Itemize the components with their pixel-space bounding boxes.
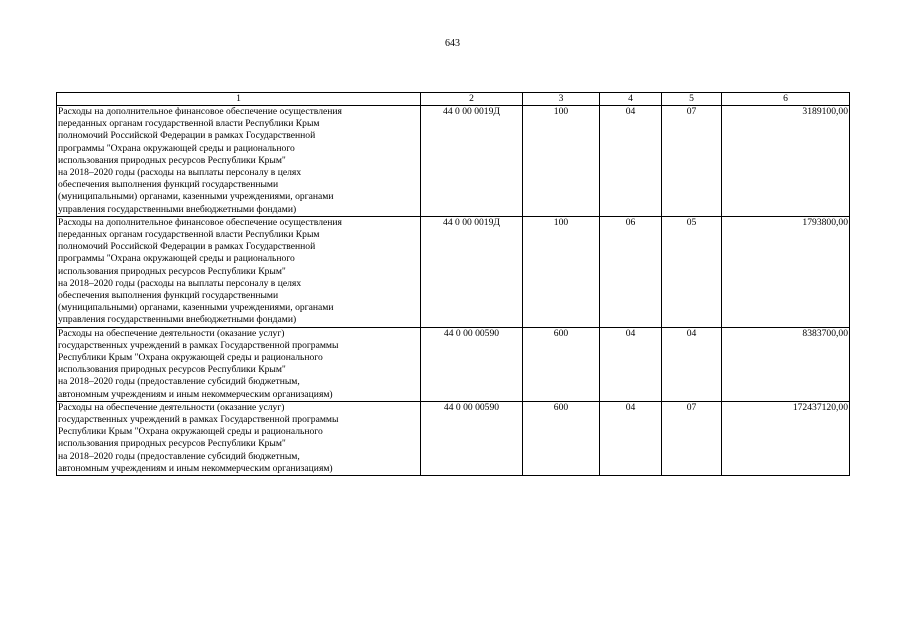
table-row xyxy=(57,216,850,327)
row-description: Расходы на обеспечение деятельности (оказание услуг) государственных учреждений в рамках Государственной программы Республики Крым "Охрана окружающей среды и рационального использования природных ресурсов Республики Крым" на 2018–2020 годы (предоставление субсидий бюджетным, автономным учреждениям и иным некоммерческим организациям) xyxy=(57,327,421,401)
header-col-3: 3 xyxy=(523,93,600,106)
row-target-code: 44 0 00 00590 xyxy=(421,327,523,401)
header-col-1: 1 xyxy=(57,93,421,106)
row-target-code: 44 0 00 0019Д xyxy=(421,216,523,327)
budget-table xyxy=(56,92,850,476)
row-expense-type: 600 xyxy=(523,401,600,475)
row-target-code: 44 0 00 0019Д xyxy=(421,106,523,217)
header-col-2: 2 xyxy=(421,93,523,106)
row-subsection: 04 xyxy=(662,327,722,401)
row-subsection: 07 xyxy=(662,401,722,475)
row-amount: 172437120,00 xyxy=(722,401,850,475)
row-description: Расходы на дополнительное финансовое обеспечение осуществления переданных органам государственной власти Республики Крым полномочий Российской Федерации в рамках Государственной программы "Охрана окружающей среды и рационального использования природных ресурсов Республики Крым" на 2018–2020 годы (расходы на выплаты персоналу в целях обеспечения выполнения функций государственными (муниципальными) органами, казенными учреждениями, органами управления государственными внебюджетными фондами) xyxy=(57,216,421,327)
row-subsection: 07 xyxy=(662,106,722,217)
row-section: 04 xyxy=(600,401,662,475)
header-col-6: 6 xyxy=(722,93,850,106)
row-subsection: 05 xyxy=(662,216,722,327)
row-amount: 8383700,00 xyxy=(722,327,850,401)
row-section: 04 xyxy=(600,327,662,401)
row-section: 04 xyxy=(600,106,662,217)
row-target-code: 44 0 00 00590 xyxy=(421,401,523,475)
row-expense-type: 100 xyxy=(523,216,600,327)
row-expense-type: 600 xyxy=(523,327,600,401)
row-description: Расходы на дополнительное финансовое обеспечение осуществления переданных органам государственной власти Республики Крым полномочий Российской Федерации в рамках Государственной программы "Охрана окружающей среды и рационального использования природных ресурсов Республики Крым" на 2018–2020 годы (расходы на выплаты персоналу в целях обеспечения выполнения функций государственными (муниципальными) органами, казенными учреждениями, органами управления государственными внебюджетными фондами) xyxy=(57,106,421,217)
header-col-4: 4 xyxy=(600,93,662,106)
table-row xyxy=(57,401,850,475)
row-amount: 1793800,00 xyxy=(722,216,850,327)
row-description: Расходы на обеспечение деятельности (оказание услуг) государственных учреждений в рамках Государственной программы Республики Крым "Охрана окружающей среды и рационального использования природных ресурсов Республики Крым" на 2018–2020 годы (предоставление субсидий бюджетным, автономным учреждениям и иным некоммерческим организациям) xyxy=(57,401,421,475)
table-header-row xyxy=(57,93,850,106)
table-row xyxy=(57,327,850,401)
row-expense-type: 100 xyxy=(523,106,600,217)
row-section: 06 xyxy=(600,216,662,327)
table-row xyxy=(57,106,850,217)
row-amount: 3189100,00 xyxy=(722,106,850,217)
header-col-5: 5 xyxy=(662,93,722,106)
page-number: 643 xyxy=(445,38,460,49)
